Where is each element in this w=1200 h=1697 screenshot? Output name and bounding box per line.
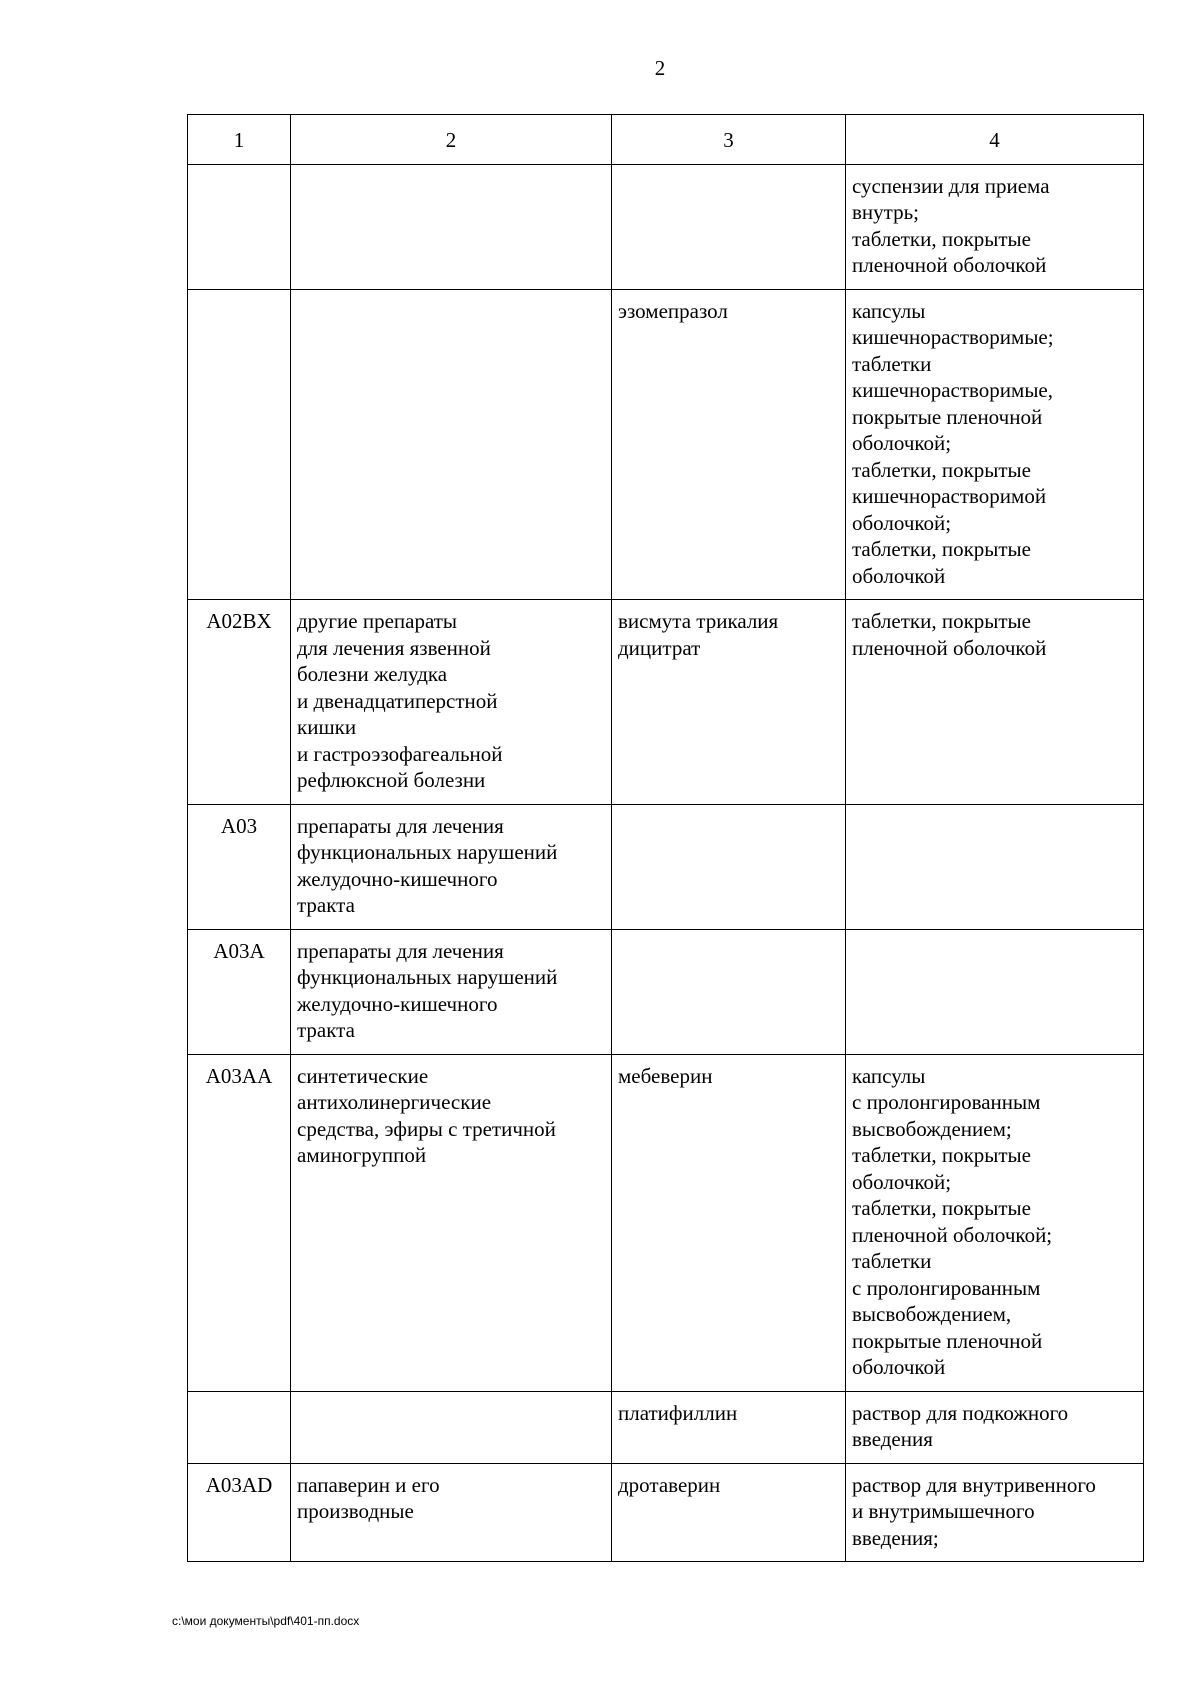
pharmacological-group-cell: [291, 1391, 612, 1463]
dosage-form-cell: таблетки, покрытые пленочной оболочкой: [846, 600, 1144, 805]
atc-code-cell: A03AD: [188, 1463, 291, 1562]
drug-name-cell: [612, 164, 846, 289]
page-number: 2: [654, 56, 666, 80]
drug-table: [187, 114, 1144, 1562]
drug-name-cell: [612, 804, 846, 929]
atc-code-cell: A03A: [188, 929, 291, 1054]
pharmacological-group-cell: [291, 164, 612, 289]
dosage-form-cell: [846, 804, 1144, 929]
table-row: [188, 1054, 1144, 1391]
header-col-4: 4: [846, 115, 1144, 165]
dosage-form-cell: раствор для внутривенного и внутримышечного введения;: [846, 1463, 1144, 1562]
table-row: [188, 164, 1144, 289]
pharmacological-group-cell: папаверин и его производные: [291, 1463, 612, 1562]
table-row: [188, 600, 1144, 805]
table-row: [188, 804, 1144, 929]
table-row: [188, 929, 1144, 1054]
atc-code-cell: [188, 1391, 291, 1463]
table-row: [188, 1463, 1144, 1562]
header-col-1: 1: [188, 115, 291, 165]
atc-code-cell: [188, 289, 291, 600]
drug-name-cell: эзомепразол: [612, 289, 846, 600]
atc-code-cell: A02BX: [188, 600, 291, 805]
drug-name-cell: платифиллин: [612, 1391, 846, 1463]
dosage-form-cell: суспензии для приема внутрь; таблетки, покрытые пленочной оболочкой: [846, 164, 1144, 289]
drug-name-cell: дротаверин: [612, 1463, 846, 1562]
dosage-form-cell: раствор для подкожного введения: [846, 1391, 1144, 1463]
header-col-2: 2: [291, 115, 612, 165]
document-file-path: c:\мои документы\pdf\401-пп.docx: [172, 1614, 360, 1628]
atc-code-cell: [188, 164, 291, 289]
pharmacological-group-cell: другие препараты для лечения язвенной болезни желудка и двенадцатиперстной кишки и гастроэзофагеальной рефлюксной болезни: [291, 600, 612, 805]
pharmacological-group-cell: препараты для лечения функциональных нарушений желудочно-кишечного тракта: [291, 929, 612, 1054]
dosage-form-cell: капсулы с пролонгированным высвобождением; таблетки, покрытые оболочкой; таблетки, покрытые пленочной оболочкой; таблетки с пролонгированным высвобождением, покрытые пленочной оболочкой: [846, 1054, 1144, 1391]
atc-code-cell: A03AA: [188, 1054, 291, 1391]
table-header-row: [188, 115, 1144, 165]
pharmacological-group-cell: препараты для лечения функциональных нарушений желудочно-кишечного тракта: [291, 804, 612, 929]
header-col-3: 3: [612, 115, 846, 165]
table-row: [188, 289, 1144, 600]
dosage-form-cell: капсулы кишечнорастворимые; таблетки кишечнорастворимые, покрытые пленочной оболочкой; таблетки, покрытые кишечнорастворимой оболочкой; таблетки, покрытые оболочкой: [846, 289, 1144, 600]
drug-name-cell: мебеверин: [612, 1054, 846, 1391]
pharmacological-group-cell: синтетические антихолинергические средства, эфиры с третичной аминогруппой: [291, 1054, 612, 1391]
pharmacological-group-cell: [291, 289, 612, 600]
atc-code-cell: A03: [188, 804, 291, 929]
dosage-form-cell: [846, 929, 1144, 1054]
drug-name-cell: [612, 929, 846, 1054]
table-row: [188, 1391, 1144, 1463]
drug-name-cell: висмута трикалия дицитрат: [612, 600, 846, 805]
